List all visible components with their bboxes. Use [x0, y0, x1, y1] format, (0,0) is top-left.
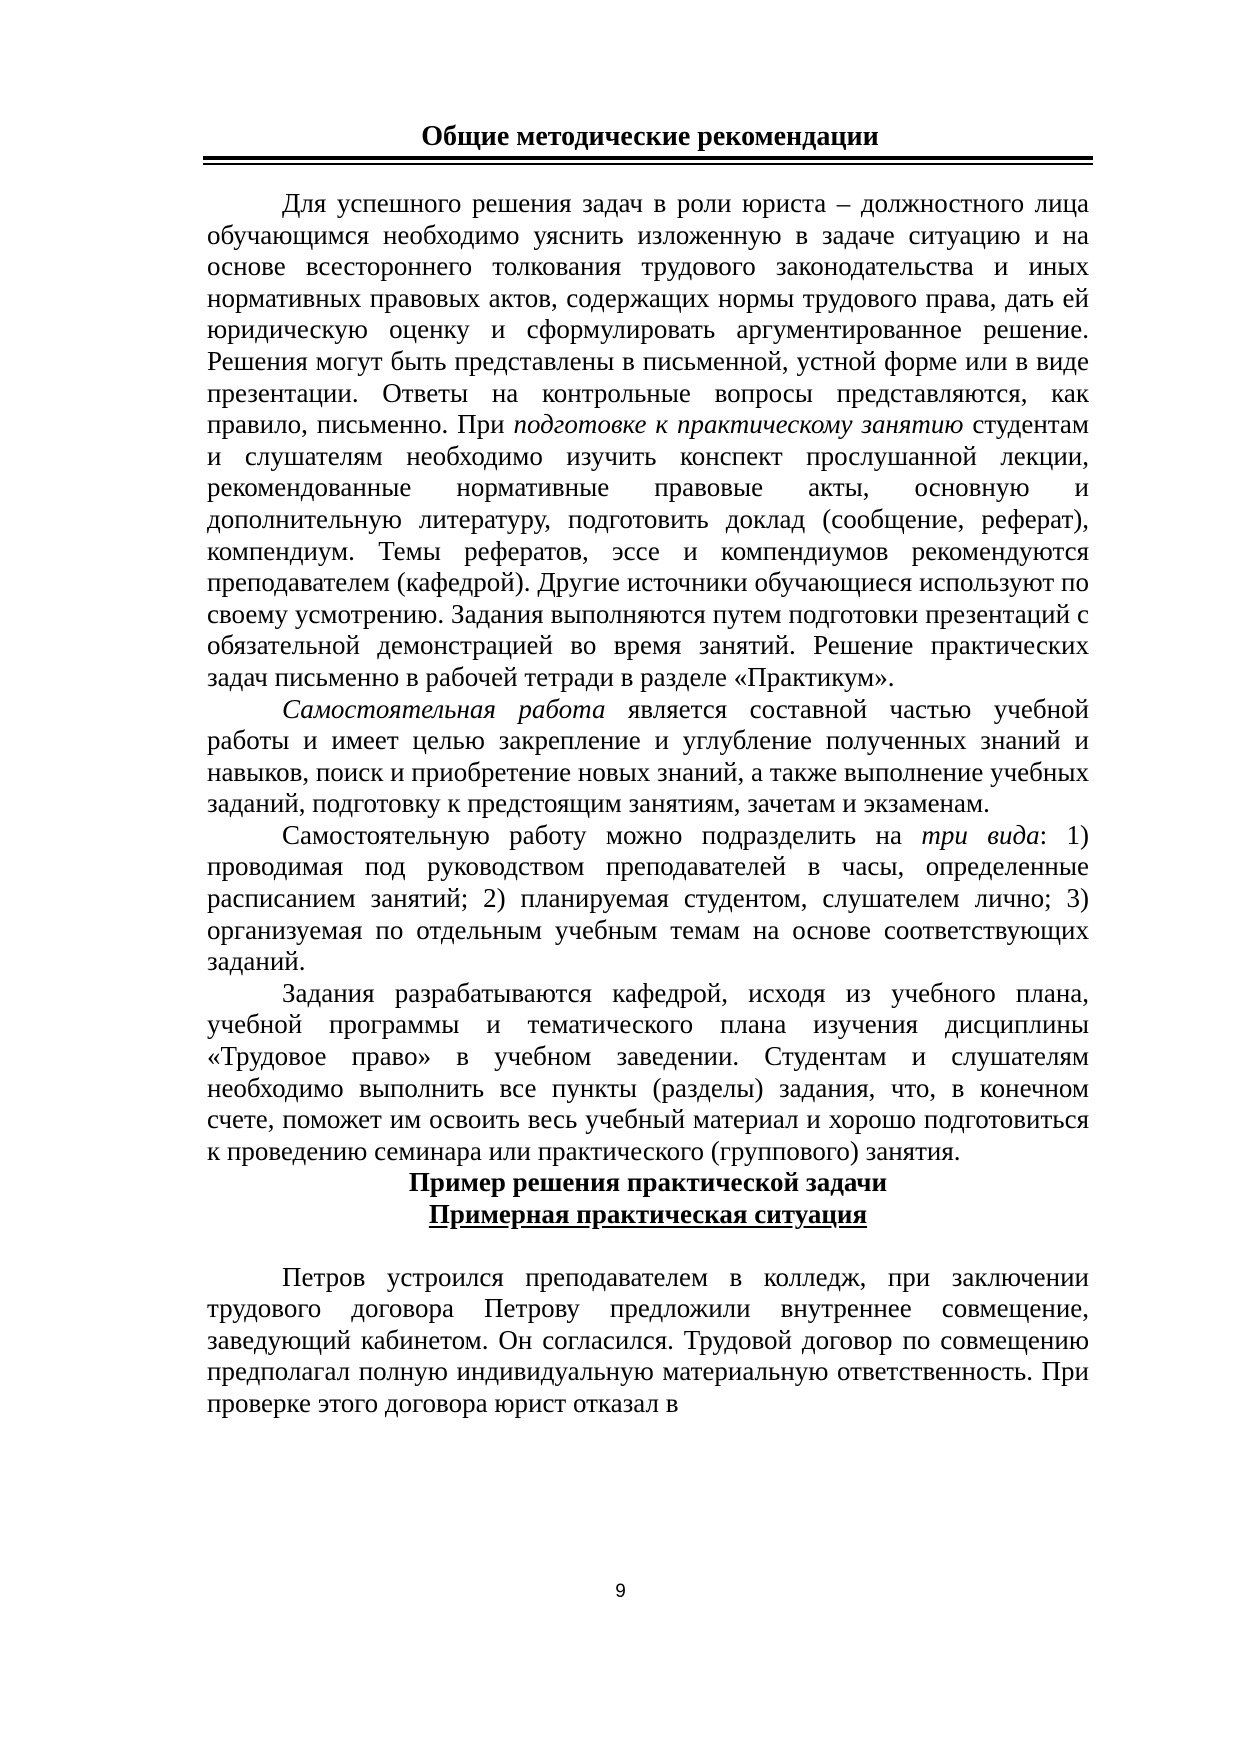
body-text — [207, 188, 1089, 1420]
page-header-title: Общие методические рекомендации — [421, 121, 879, 152]
paragraph-2-text: является составной частью учебной работы и имеет целью закрепление и углубление полученных знаний и навыков, поиск и приобретение новых знаний, а также выполнение учебных заданий, подготовку к предстоящим занятиям, зачетам и экзаменам. — [207, 693, 1090, 819]
paragraph-3-text-a: Самостоятельную работу можно подразделить на — [282, 819, 922, 850]
paragraph-3-emphasis: три вида — [921, 819, 1040, 850]
page-number: 9 — [615, 1581, 626, 1602]
paragraph-2 — [207, 694, 1089, 820]
header-rule-thick — [203, 156, 1093, 160]
subsection-heading: Примерная практическая ситуация — [428, 1199, 868, 1229]
paragraph-1 — [207, 188, 1089, 694]
paragraph-1-emphasis: подготовке к практическому занятию — [513, 409, 964, 440]
section-heading: Пример решения практической задачи — [408, 1167, 888, 1198]
header-rule-thin — [203, 163, 1093, 165]
paragraph-1-text-b: студентам и слушателям необходимо изучить конспект прослушанной лекции, рекомендованные нормативные правовые акты, основную и дополнительную литературу, подготовить доклад (сообщение, реферат), компендиум. Темы рефератов, эссе и компендиумов рекомендуются преподавателем (кафедрой). Другие источники обучающиеся используют по своему усмотрению. Задания выполняются путем подготовки презентаций с обязательной демонстрацией во время занятий. Решение практических задач письменно в рабочей тетради в разделе «Практикум». — [207, 409, 1089, 692]
paragraph-4: Задания разрабатываются кафедрой, исходя из учебного плана, учебной программы и тематического плана изучения дисциплины «Трудовое право» в учебном заведении. Студентам и слушателям необходимо выполнить все пункты (разделы) задания, что, в конечном счете, поможет им освоить весь учебный материал и хорошо подготовиться к проведению семинара или практического (группового) занятия. — [207, 977, 1089, 1166]
paragraph-2-emphasis: Самостоятельная работа — [282, 693, 606, 724]
paragraph-1-text-a: Для успешного решения задач в роли юриста – должностного лица обучающимся необходимо уяснить изложенную в задаче ситуацию и на основе всестороннего толкования трудового законодательства и иных нормативных правовых актов, содержащих нормы трудового права, дать ей юридическую оценку и сформулировать аргументированное решение. Решения могут быть представлены в письменной, устной форме или в виде презентации. Ответы на контрольные вопросы представляются, как правило, письменно. При — [207, 188, 1089, 440]
paragraph-3 — [207, 820, 1089, 978]
paragraph-5: Петров устроился преподавателем в колледж, при заключении трудового договора Петрову предложили внутреннее совмещение, заведующий кабинетом. Он согласился. Трудовой договор по совмещению предполагал полную индивидуальную материальную ответственность. При проверке этого договора юрист отказал в — [207, 1261, 1089, 1418]
paragraph-3-text-b: : 1) проводимая под руководством преподавателей в часы, определенные расписанием занятий; 2) планируемая студентом, слушателем лично; 3) организуемая по отдельным учебным темам на основе соответствующих заданий. — [207, 819, 1089, 977]
